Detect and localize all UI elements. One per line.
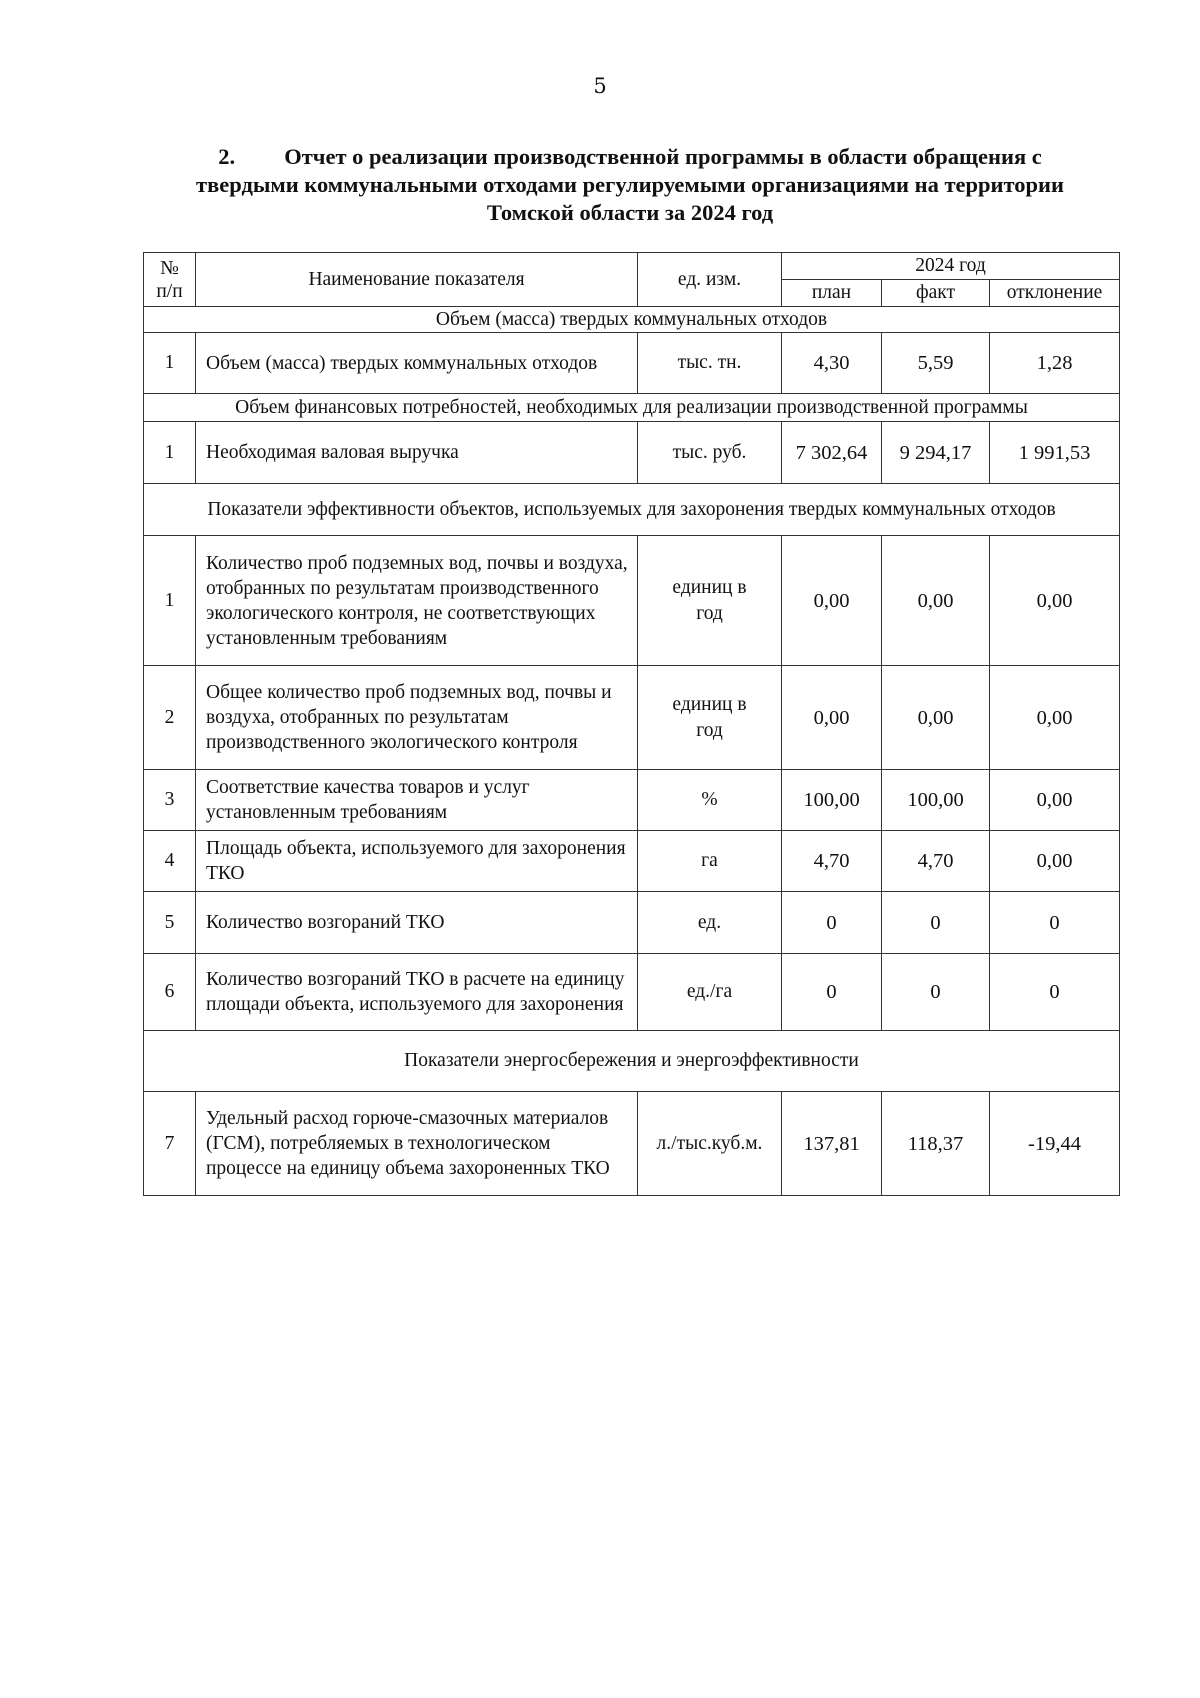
header-fact: факт: [882, 280, 990, 307]
row-number: 2: [144, 666, 196, 770]
row-fact: 5,59: [882, 333, 990, 394]
row-plan: 4,30: [782, 333, 882, 394]
table-row: [144, 1092, 1120, 1196]
row-plan: 0: [782, 892, 882, 954]
header-row-1: [144, 253, 1120, 280]
row-fact: 0,00: [882, 666, 990, 770]
section-row: [144, 394, 1120, 422]
section-row: [144, 484, 1120, 536]
row-number: 1: [144, 536, 196, 666]
row-fact: 0: [882, 892, 990, 954]
row-number: 5: [144, 892, 196, 954]
title-line-1: Отчет о реализации производственной программы в области обращения с: [284, 144, 1042, 169]
row-unit: ед.: [638, 892, 782, 954]
table-row: [144, 954, 1120, 1031]
row-deviation: 0: [990, 954, 1120, 1031]
row-plan: 4,70: [782, 831, 882, 892]
title-line-2: твердыми коммунальными отходами регулируемыми организациями на территории: [196, 172, 1064, 197]
table-row: [144, 422, 1120, 484]
section-row: [144, 307, 1120, 333]
row-unit: единиц в год: [638, 666, 782, 770]
row-plan: 100,00: [782, 770, 882, 831]
header-deviation: отклонение: [990, 280, 1120, 307]
row-name: Необходимая валовая выручка: [196, 422, 638, 484]
section-title: Объем финансовых потребностей, необходимых для реализации производственной программы: [144, 394, 1120, 422]
row-number: 3: [144, 770, 196, 831]
row-unit: единиц в год: [638, 536, 782, 666]
row-number: 4: [144, 831, 196, 892]
row-plan: 137,81: [782, 1092, 882, 1196]
row-plan: 0: [782, 954, 882, 1031]
row-name: Количество возгораний ТКО в расчете на единицу площади объекта, используемого для захоронения: [196, 954, 638, 1031]
table-row: [144, 770, 1120, 831]
section-title: Показатели эффективности объектов, используемых для захоронения твердых коммунальных отходов: [144, 484, 1120, 536]
row-unit: тыс. тн.: [638, 333, 782, 394]
row-name: Соответствие качества товаров и услуг установленным требованиям: [196, 770, 638, 831]
report-table: [143, 252, 1120, 1196]
row-unit: тыс. руб.: [638, 422, 782, 484]
page-number: 5: [593, 74, 607, 98]
row-plan: 7 302,64: [782, 422, 882, 484]
row-name: Удельный расход горюче-смазочных материалов (ГСМ), потребляемых в технологическом процессе на единицу объема захороненных ТКО: [196, 1092, 638, 1196]
row-plan: 0,00: [782, 536, 882, 666]
table-row: [144, 831, 1120, 892]
header-year: 2024 год: [782, 253, 1120, 280]
section-row: [144, 1031, 1120, 1092]
row-unit: га: [638, 831, 782, 892]
table-row: [144, 666, 1120, 770]
row-plan: 0,00: [782, 666, 882, 770]
report-title: [140, 143, 1120, 227]
title-line-3: Томской области за 2024 год: [486, 200, 774, 225]
row-fact: 100,00: [882, 770, 990, 831]
row-name: Общее количество проб подземных вод, почвы и воздуха, отобранных по результатам производственного экологического контроля: [196, 666, 638, 770]
row-deviation: 0,00: [990, 536, 1120, 666]
row-fact: 9 294,17: [882, 422, 990, 484]
row-deviation: 1 991,53: [990, 422, 1120, 484]
table-row: [144, 536, 1120, 666]
row-name: Площадь объекта, используемого для захоронения ТКО: [196, 831, 638, 892]
row-unit: л./тыс.куб.м.: [638, 1092, 782, 1196]
row-fact: 118,37: [882, 1092, 990, 1196]
header-name: Наименование показателя: [196, 253, 638, 307]
row-name: Объем (масса) твердых коммунальных отходов: [196, 333, 638, 394]
row-deviation: 0,00: [990, 831, 1120, 892]
row-deviation: -19,44: [990, 1092, 1120, 1196]
row-number: 1: [144, 422, 196, 484]
row-fact: 0: [882, 954, 990, 1031]
title-number: 2.: [218, 144, 236, 169]
row-number: 7: [144, 1092, 196, 1196]
row-number: 6: [144, 954, 196, 1031]
row-fact: 0,00: [882, 536, 990, 666]
row-unit: ед./га: [638, 954, 782, 1031]
row-name: Количество возгораний ТКО: [196, 892, 638, 954]
row-name: Количество проб подземных вод, почвы и воздуха, отобранных по результатам производственного экологического контроля, не соответствующих установленным требованиям: [196, 536, 638, 666]
header-plan: план: [782, 280, 882, 307]
row-fact: 4,70: [882, 831, 990, 892]
row-deviation: 0,00: [990, 666, 1120, 770]
row-number: 1: [144, 333, 196, 394]
section-title: Показатели энергосбережения и энергоэффективности: [144, 1031, 1120, 1092]
row-unit: %: [638, 770, 782, 831]
section-title: Объем (масса) твердых коммунальных отходов: [144, 307, 1120, 333]
header-unit: ед. изм.: [638, 253, 782, 307]
table-row: [144, 892, 1120, 954]
row-deviation: 1,28: [990, 333, 1120, 394]
header-num: № п/п: [144, 253, 196, 307]
row-deviation: 0,00: [990, 770, 1120, 831]
row-deviation: 0: [990, 892, 1120, 954]
table-row: [144, 333, 1120, 394]
